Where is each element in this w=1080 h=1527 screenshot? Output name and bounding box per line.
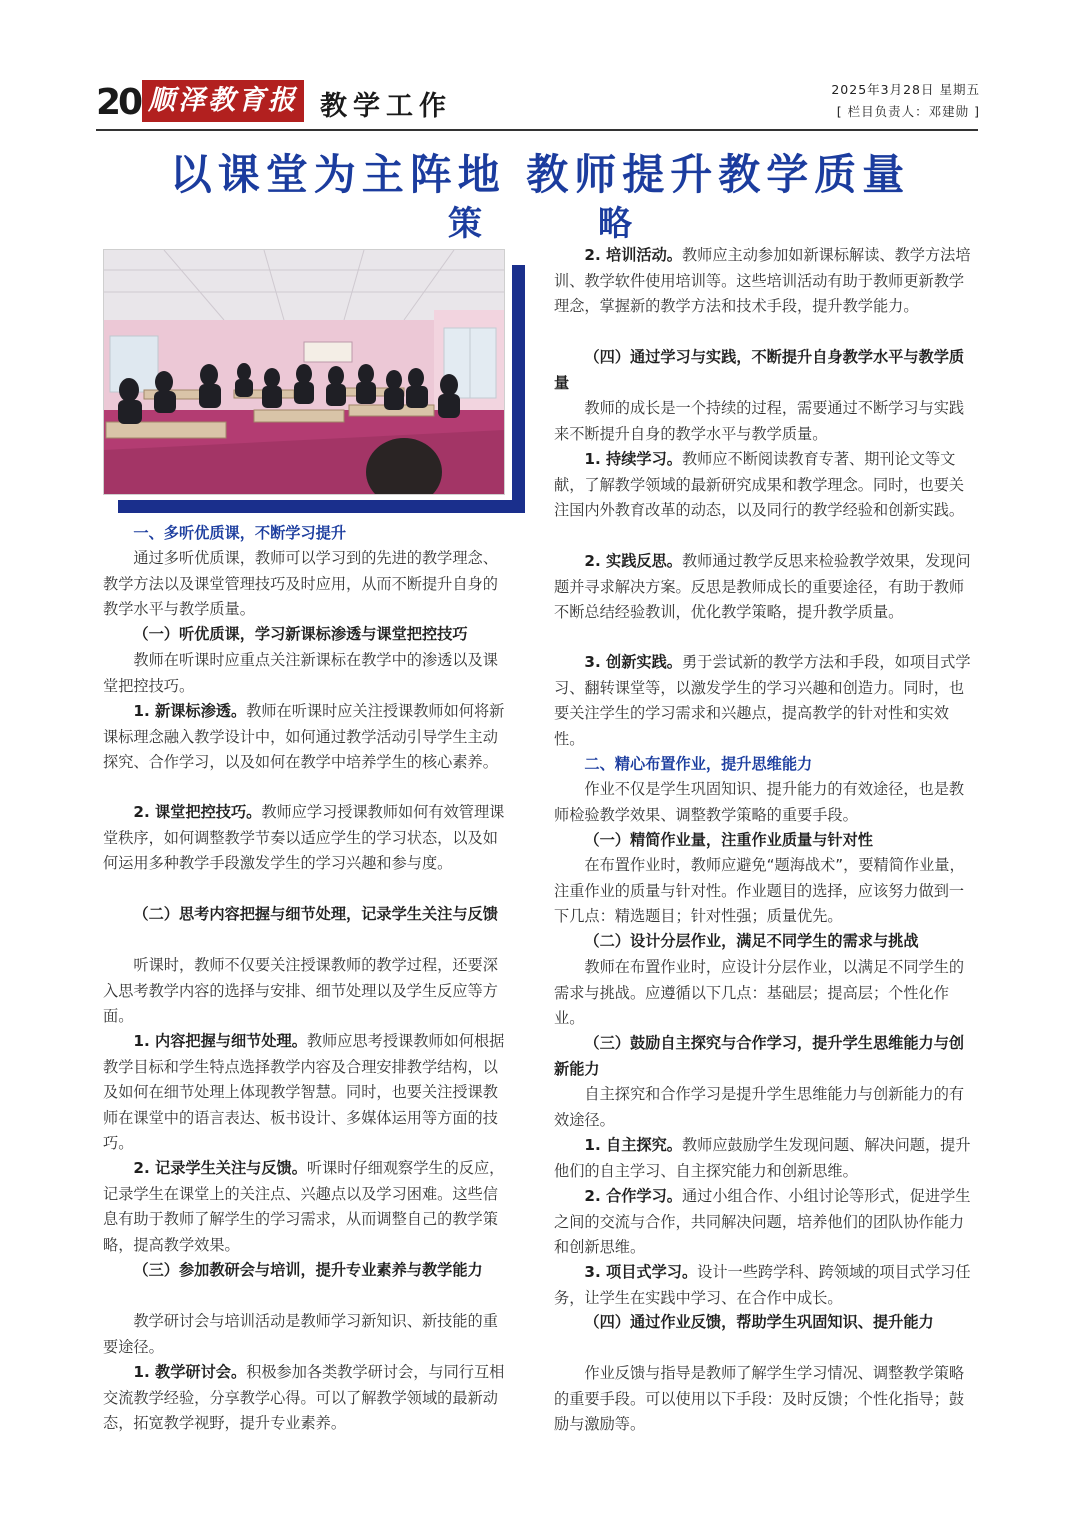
classroom-photo [103,249,505,495]
headline: 以课堂为主阵地 教师提升教学质量 [169,150,911,199]
list-item-title: 1. 持续学习。 [584,450,682,468]
list-item-title: 2. 合作学习。 [584,1187,682,1205]
list-item-body: 教师在听课时应关注授课教师如何将新课标理念融入教学设计中，如何通过教学活动引导学生主动探究、合作学习，以及如何在教学中培养学生的核心素养。 [103,702,505,771]
paragraph: 作业反馈与指导是教师了解学生学习情况、调整教学策略的重要手段。可以使用以下手段：及时反馈；个性化指导；鼓励与激励等。 [554,1364,965,1433]
list-item-body: 教师应主动参加如新课标解读、教学方法培训、教学软件使用培训等。这些培训活动有助于教师更新教学理念，掌握新的教学方法和技术手段，提升教学能力。 [554,246,971,315]
newspaper-logo: 顺泽教育报 [142,80,304,122]
paragraph: 教师的成长是一个持续的过程，需要通过不断学习与实践来不断提升自身的教学水平与教学质量。 [554,399,965,443]
list-item-body: 通过小组合作、小组讨论等形式，促进学生之间的交流与合作，共同解决问题，培养他们的团队协作能力和创新思维。 [554,1187,971,1256]
photo-frame-accent-bottom [118,500,525,513]
list-item-title: 1. 新课标渗透。 [133,702,247,720]
list-item-title: 1. 内容把握与细节处理。 [133,1032,307,1050]
list-item-body: 教师通过教学反思来检验教学效果，发现问题并寻求解决方案。反思是教师成长的重要途径，有助于教师不断总结经验教训，优化教学策略，提升教学质量。 [554,552,971,621]
paragraph: 教学研讨会与培训活动是教师学习新知识、新技能的重要途径。 [103,1312,498,1356]
list-item-title: 1. 自主探究。 [584,1136,682,1154]
subheading: （四）通过学习与实践，不断提升自身教学水平与教学质量 [554,348,965,392]
list-item-body: 设计一些跨学科、跨领域的项目式学习任务，让学生在实践中学习、在合作中成长。 [554,1263,971,1307]
subheading: （一）精简作业量，注重作业质量与针对性 [584,831,873,849]
paragraph: 在布置作业时，教师应避免“题海战术”，要精简作业量，注重作业的质量与针对性。作业题目的选择，应该努力做到一下几点：精选题目；针对性强；质量优先。 [554,856,965,925]
subheading: （三）鼓励自主探究与合作学习，提升学生思维能力与创新能力 [554,1034,965,1078]
list-item-body: 积极参加各类教学研讨会，与同行互相交流教学经验，分享教学心得。可以了解教学领域的最新动态，拓宽教学视野，提升专业素养。 [103,1363,505,1432]
list-item-title: 2. 实践反思。 [584,552,682,570]
subheading: （二）设计分层作业，满足不同学生的需求与挑战 [584,932,919,950]
list-item [103,1029,513,1157]
list-item-title: 3. 项目式学习。 [584,1263,698,1281]
list-item-title: 2. 培训活动。 [584,246,682,264]
list-item [103,1156,513,1258]
subheading: （二）思考内容把握与细节处理，记录学生关注与反馈 [133,905,498,923]
masthead-divider [96,129,978,131]
subheading: （三）参加教研会与培训，提升专业素养与教学能力 [133,1261,483,1279]
list-item [554,549,978,626]
classroom-photo-illustration [104,250,504,494]
section-heading-2: 二、精心布置作业，提升思维能力 [584,755,813,773]
list-item-title: 3. 创新实践。 [584,653,682,671]
list-item [554,1260,978,1311]
section-heading-1: 一、多听优质课，不断学习提升 [133,524,347,542]
headline-char-2: 略 [598,204,632,244]
headline-subline [0,196,1080,245]
list-item [554,243,978,320]
list-item [103,699,513,776]
masthead [96,76,980,132]
paragraph: 教师在听课时应重点关注新课标在教学中的渗透以及课堂把控技巧。 [103,651,498,695]
list-item-title: 2. 记录学生关注与反馈。 [133,1159,307,1177]
subheading: （一）听优质课，学习新课标渗透与课堂把控技巧 [133,625,468,643]
photo-frame-accent [512,265,525,513]
section-title: 教学工作 [320,91,452,122]
headline-char-1: 策 [448,204,482,244]
subheading: （四）通过作业反馈，帮助学生巩固知识、提升能力 [584,1313,934,1331]
page-number: 20 [96,82,141,123]
paragraph: 自主探究和合作学习是提升学生思维能力与创新能力的有效途径。 [554,1085,965,1129]
list-item [554,650,978,752]
list-item-title: 1. 教学研讨会。 [133,1363,247,1381]
list-item-body: 教师应学习授课教师如何有效管理课堂秩序，如何调整教学节奏以适应学生的学习状态，以及如何运用多种教学手段激发学生的学习兴趣和参与度。 [103,803,505,872]
list-item-body: 听课时仔细观察学生的反应，记录学生在课堂上的关注点、兴趣点以及学习困难。这些信息有助于教师了解学生的学习需求，从而调整自己的教学策略，提高教学效果。 [103,1159,505,1254]
paragraph: 教师在布置作业时，应设计分层作业，以满足不同学生的需求与挑战。应遵循以下几点：基础层；提高层；个性化作业。 [554,958,965,1027]
paragraph: 通过多听优质课，教师可以学习到的先进的教学理念、教学方法以及课堂管理技巧及时应用，从而不断提升自身的教学水平与教学质量。 [103,549,498,618]
list-item-body: 教师应思考授课教师如何根据教学目标和学生特点选择教学内容及合理安排教学结构，以及如何在细节处理上体现教学智慧。同时，也要关注授课教师在课堂中的语言表达、板书设计、多媒体运用等方面的技巧。 [103,1032,505,1152]
paragraph: 听课时，教师不仅要关注授课教师的教学过程，还要深入思考教学内容的选择与安排、细节处理以及学生反应等方面。 [103,956,498,1025]
list-item-body: 教师应鼓励学生发现问题、解决问题，提升他们的自主学习、自主探究能力和创新思维。 [554,1136,971,1180]
paragraph: 作业不仅是学生巩固知识、提升能力的有效途径，也是教师检验教学效果、调整教学策略的重要手段。 [554,780,965,824]
list-item [103,800,513,877]
list-item-title: 2. 课堂把控技巧。 [133,803,262,821]
list-item-body: 教师应不断阅读教育专著、期刊论文等文献，了解教学领域的最新研究成果和教学理念。同时，也要关注国内外教育改革的动态，以及同行的教学经验和创新实践。 [554,450,965,519]
list-item-body: 勇于尝试新的教学方法和手段，如项目式学习、翻转课堂等，以激发学生的学习兴趣和创造力。同时，也要关注学生的学习需求和兴趣点，提高教学的针对性和实效性。 [554,653,971,748]
list-item [554,1184,978,1261]
list-item [554,1133,978,1184]
issue-date: 2025年3月28日 星期五 [831,82,980,97]
column-editor: [ 栏目负责人：邓建勋 ] [836,104,980,119]
list-item [554,447,978,524]
list-item [103,1360,513,1437]
